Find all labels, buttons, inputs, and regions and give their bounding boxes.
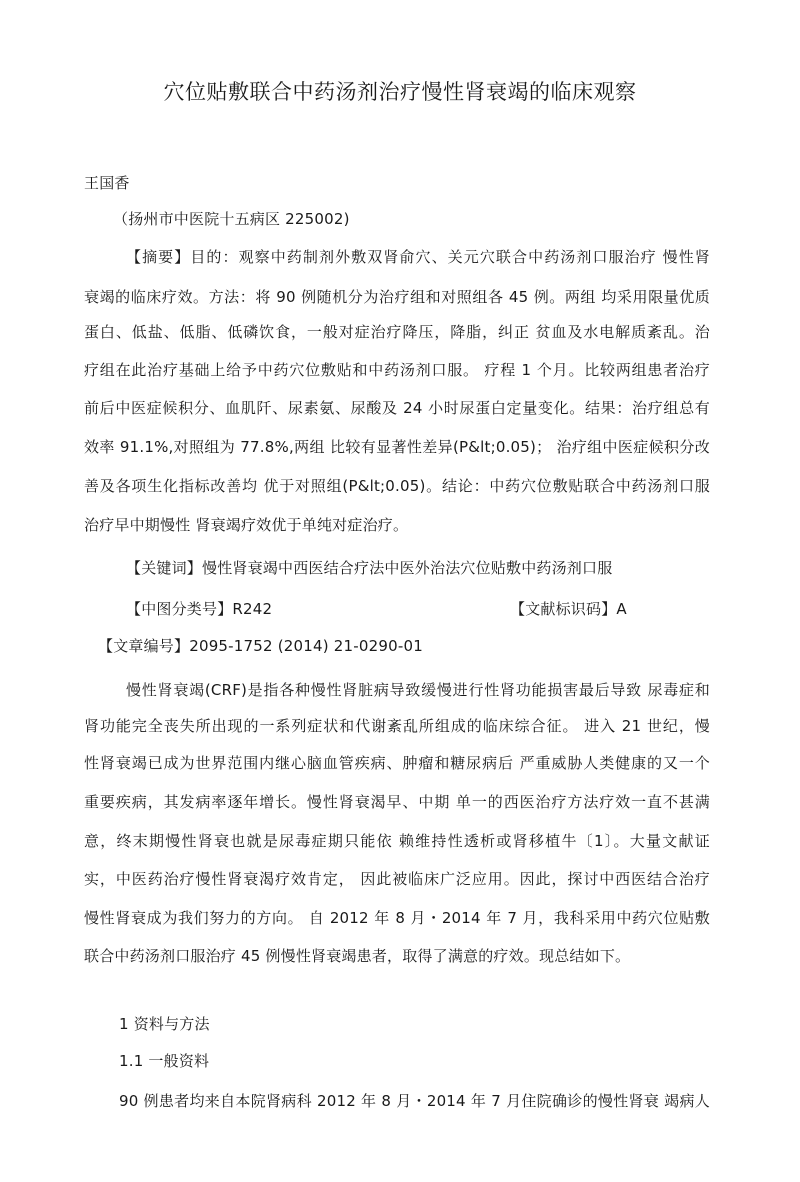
subsection-heading: 1.1 一般资料 xyxy=(119,1052,210,1070)
intro-line: 联合中药汤剂口服治疗 45 例慢性肾衰竭患者，取得了满意的疗效。现总结如下。 xyxy=(84,947,631,965)
article-number: 【文章编号】2095-1752 (2014) 21-0290-01 xyxy=(98,637,423,655)
intro-line: 慢性肾衰竭(CRF)是指各种慢性肾脏病导致缓慢进行性肾功能损害最后导致 尿毒症和 xyxy=(126,681,710,699)
author-name: 王国香 xyxy=(84,174,130,192)
abstract-line: 疗组在此治疗基础上给予中药穴位敷贴和中药汤剂口服。 疗程 1 个月。比较两组患者治疗 xyxy=(84,361,710,379)
abstract-line: 效率 91.1%,对照组为 77.8%,两组 比较有显著性差异(P&lt;0.05)； 治疗组中医症候积分改 xyxy=(84,438,710,456)
abstract-line: 治疗早中期慢性 肾衰竭疗效优于单纯对症治疗。 xyxy=(84,516,409,534)
abstract-line: 前后中医症候积分、血肌阡、尿素氨、尿酸及 24 小时尿蛋白定量变化。结果：治疗组总有 xyxy=(84,399,710,417)
intro-line: 肾功能完全丧失所出现的一系列症状和代谢紊乱所组成的临床综合征。 进入 21 世纪，慢 xyxy=(84,717,710,735)
section-heading: 1 资料与方法 xyxy=(119,1015,210,1033)
article-title: 穴位贴敷联合中药汤剂治疗慢性肾衰竭的临床观察 xyxy=(163,80,637,104)
abstract-line: 【摘要】目的：观察中药制剂外敷双肾俞穴、关元穴联合中药汤剂口服治疗 慢性肾 xyxy=(126,248,710,266)
abstract-line: 善及各项生化指标改善均 优于对照组(P&lt;0.05)。结论：中药穴位敷贴联合中药汤剂口服 xyxy=(84,477,710,495)
author-affiliation: （扬州市中医院十五病区 225002) xyxy=(113,210,350,228)
clc-number: 【中图分类号】R242 xyxy=(126,600,273,618)
abstract-line: 衰竭的临床疗效。方法：将 90 例随机分为治疗组和对照组各 45 例。两组 均采用限量优质 xyxy=(84,288,710,306)
intro-line: 慢性肾衰成为我们努力的方向。 自 2012 年 8 月・2014 年 7 月，我科采用中药穴位贴敷 xyxy=(84,909,710,927)
intro-line: 重要疾病，其发病率逐年增长。慢性肾衰渴早、中期 单一的西医治疗方法疗效一直不甚满 xyxy=(84,793,710,811)
body-line: 90 例患者均来自本院肾病科 2012 年 8 月・2014 年 7 月住院确诊的慢性肾衰 竭病人 xyxy=(119,1092,710,1110)
intro-line: 性肾衰竭已成为世界范围内继心脑血管疾病、肿瘤和糖尿病后 严重威胁人类健康的又一个 xyxy=(84,754,710,772)
intro-line: 意，终末期慢性肾衰也就是尿毒症期只能依 赖维持性透析或肾移植牛〔1〕。大量文献证 xyxy=(84,832,710,850)
intro-line: 实，中医药治疗慢性肾衰渴疗效肯定， 因此被临床广泛应用。因此，探讨中西医结合治疗 xyxy=(84,870,710,888)
abstract-line: 蛋白、低盐、低脂、低磷饮食，一般对症治疗降压，降脂，纠正 贫血及水电解质紊乱。治 xyxy=(84,323,710,341)
keywords-line: 【关键词】慢性肾衰竭中西医结合疗法中医外治法穴位贴敷中药汤剂口服 xyxy=(126,559,613,577)
document-code: 【文献标识码】A xyxy=(510,600,627,618)
